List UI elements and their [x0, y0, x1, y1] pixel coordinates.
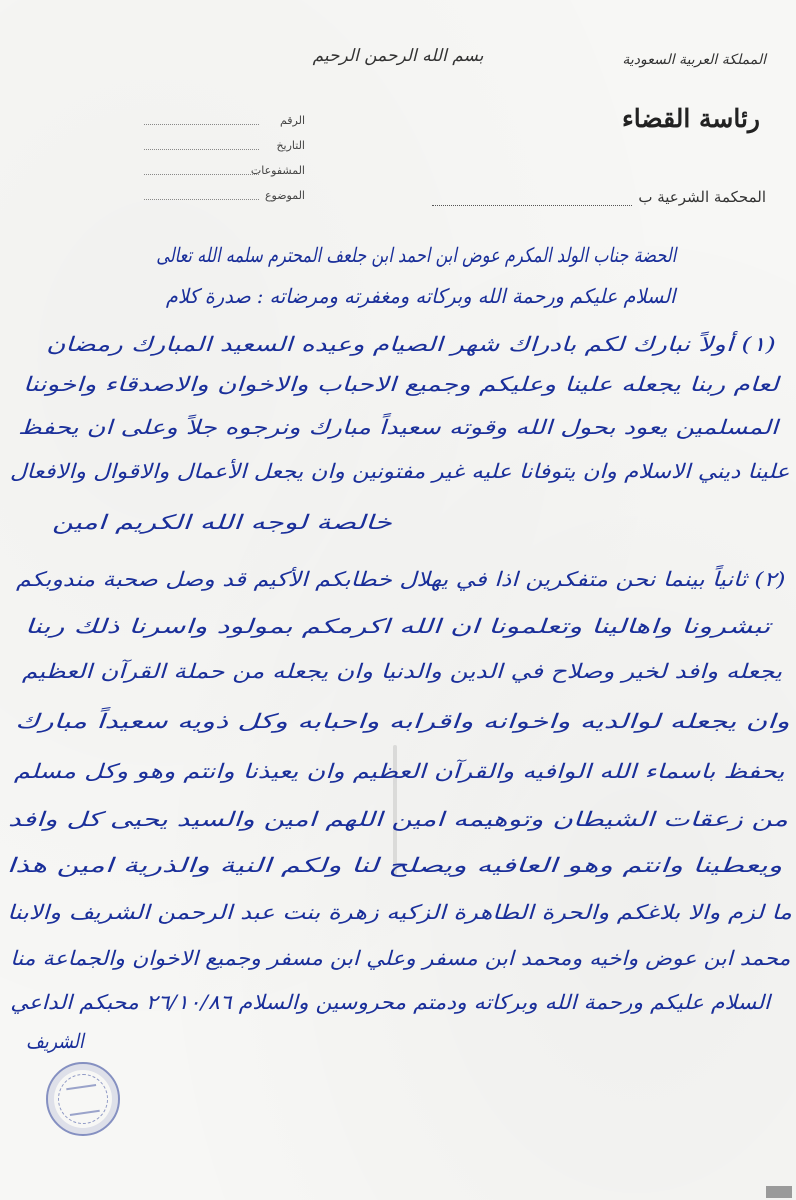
corner-mark [766, 1186, 792, 1198]
letterhead-kingdom: المملكة العربية السعودية [622, 52, 766, 68]
letter-line: ويعطينا وانتم وهو العافيه ويصلح لنا ولكم النية والذرية امين هذا [6, 853, 782, 877]
letter-line: الحضة جناب الولد المكرم عوض ابن احمد ابن جلعف المحترم سلمه الله تعالى [155, 243, 676, 267]
letter-line: خالصة لوجه الله الكريم امين [52, 510, 392, 534]
ref-field-number: الرقم [215, 108, 305, 133]
ink-seal-stamp [46, 1062, 120, 1136]
letter-line: ما لزم والا بلاغكم والحرة الطاهرة الزكيه زهرة بنت عبد الرحمن الشريف والابنا [7, 900, 792, 924]
letter-line: السلام عليكم ورحمة الله وبركاته ودمتم محروسين والسلام ٢٦/١٠/٨٦ محبكم الداعي [10, 990, 771, 1014]
letter-line: وان يجعله لوالديه واخوانه واقرابه واحبابه وكل ذويه سعيداً مبارك [15, 709, 790, 733]
letter-line: المسلمين يعود بحول الله وقوته سعيداً مبارك ونرجوه جلاً وعلى ان يحفظ [18, 415, 778, 439]
ref-field-subject: الموضوع [215, 183, 305, 208]
letter-line: من زعقات الشيطان وتوهيمه امين اللهم امين والسيد يحيى كل وافد [7, 807, 788, 831]
ref-field-attachments: المشفوعات [215, 158, 305, 183]
letter-line: (٢) ثانياً بينما نحن متفكرين اذا في يهلال خطابكم الأكيم قد وصل صحبة مندوبكم [16, 567, 786, 591]
letter-line: الشريف [26, 1029, 84, 1053]
letter-line: محمد ابن عوض واخيه ومحمد ابن مسفر وعلي ابن مسفر وجميع الاخوان والجماعة منا [9, 946, 790, 970]
letter-line: السلام عليكم ورحمة الله وبركاته ومغفرته ومرضاته : صدرة كلام [166, 284, 676, 308]
court-label: المحكمة الشرعية ب [638, 188, 766, 206]
letter-line: علينا ديني الاسلام وان يتوفانا عليه غير مفتونين وان يجعل الأعمال والاقوال والافعال [10, 459, 790, 483]
letterhead-basmala: بسم الله الرحمن الرحيم [312, 46, 484, 66]
letter-line: لعام ربنا يجعله علينا وعليكم وجميع الاحباب والاخوان والاصدقاء واخوننا [22, 372, 778, 396]
letterhead-presidency: رئاسة القضاء [622, 104, 760, 133]
ref-field-date: التاريخ [215, 133, 305, 158]
letter-line: (١) أولاً نبارك لكم بادراك شهر الصيام وعيده السعيد المبارك رمضان [46, 332, 776, 356]
letter-line: يحفظ باسماء الله الوافيه والقرآن العظيم وان يعيذنا وانتم وهو وكل مسلم [13, 759, 784, 783]
letter-line: تبشرونا واهالينا وتعلمونا ان الله اكرمكم بمولود واسرنا ذلك ربنا [24, 614, 770, 638]
letter-line: يجعله وافد لخير وصلاح في الدين والدنيا وان يجعله من حملة القرآن العظيم [21, 659, 782, 683]
